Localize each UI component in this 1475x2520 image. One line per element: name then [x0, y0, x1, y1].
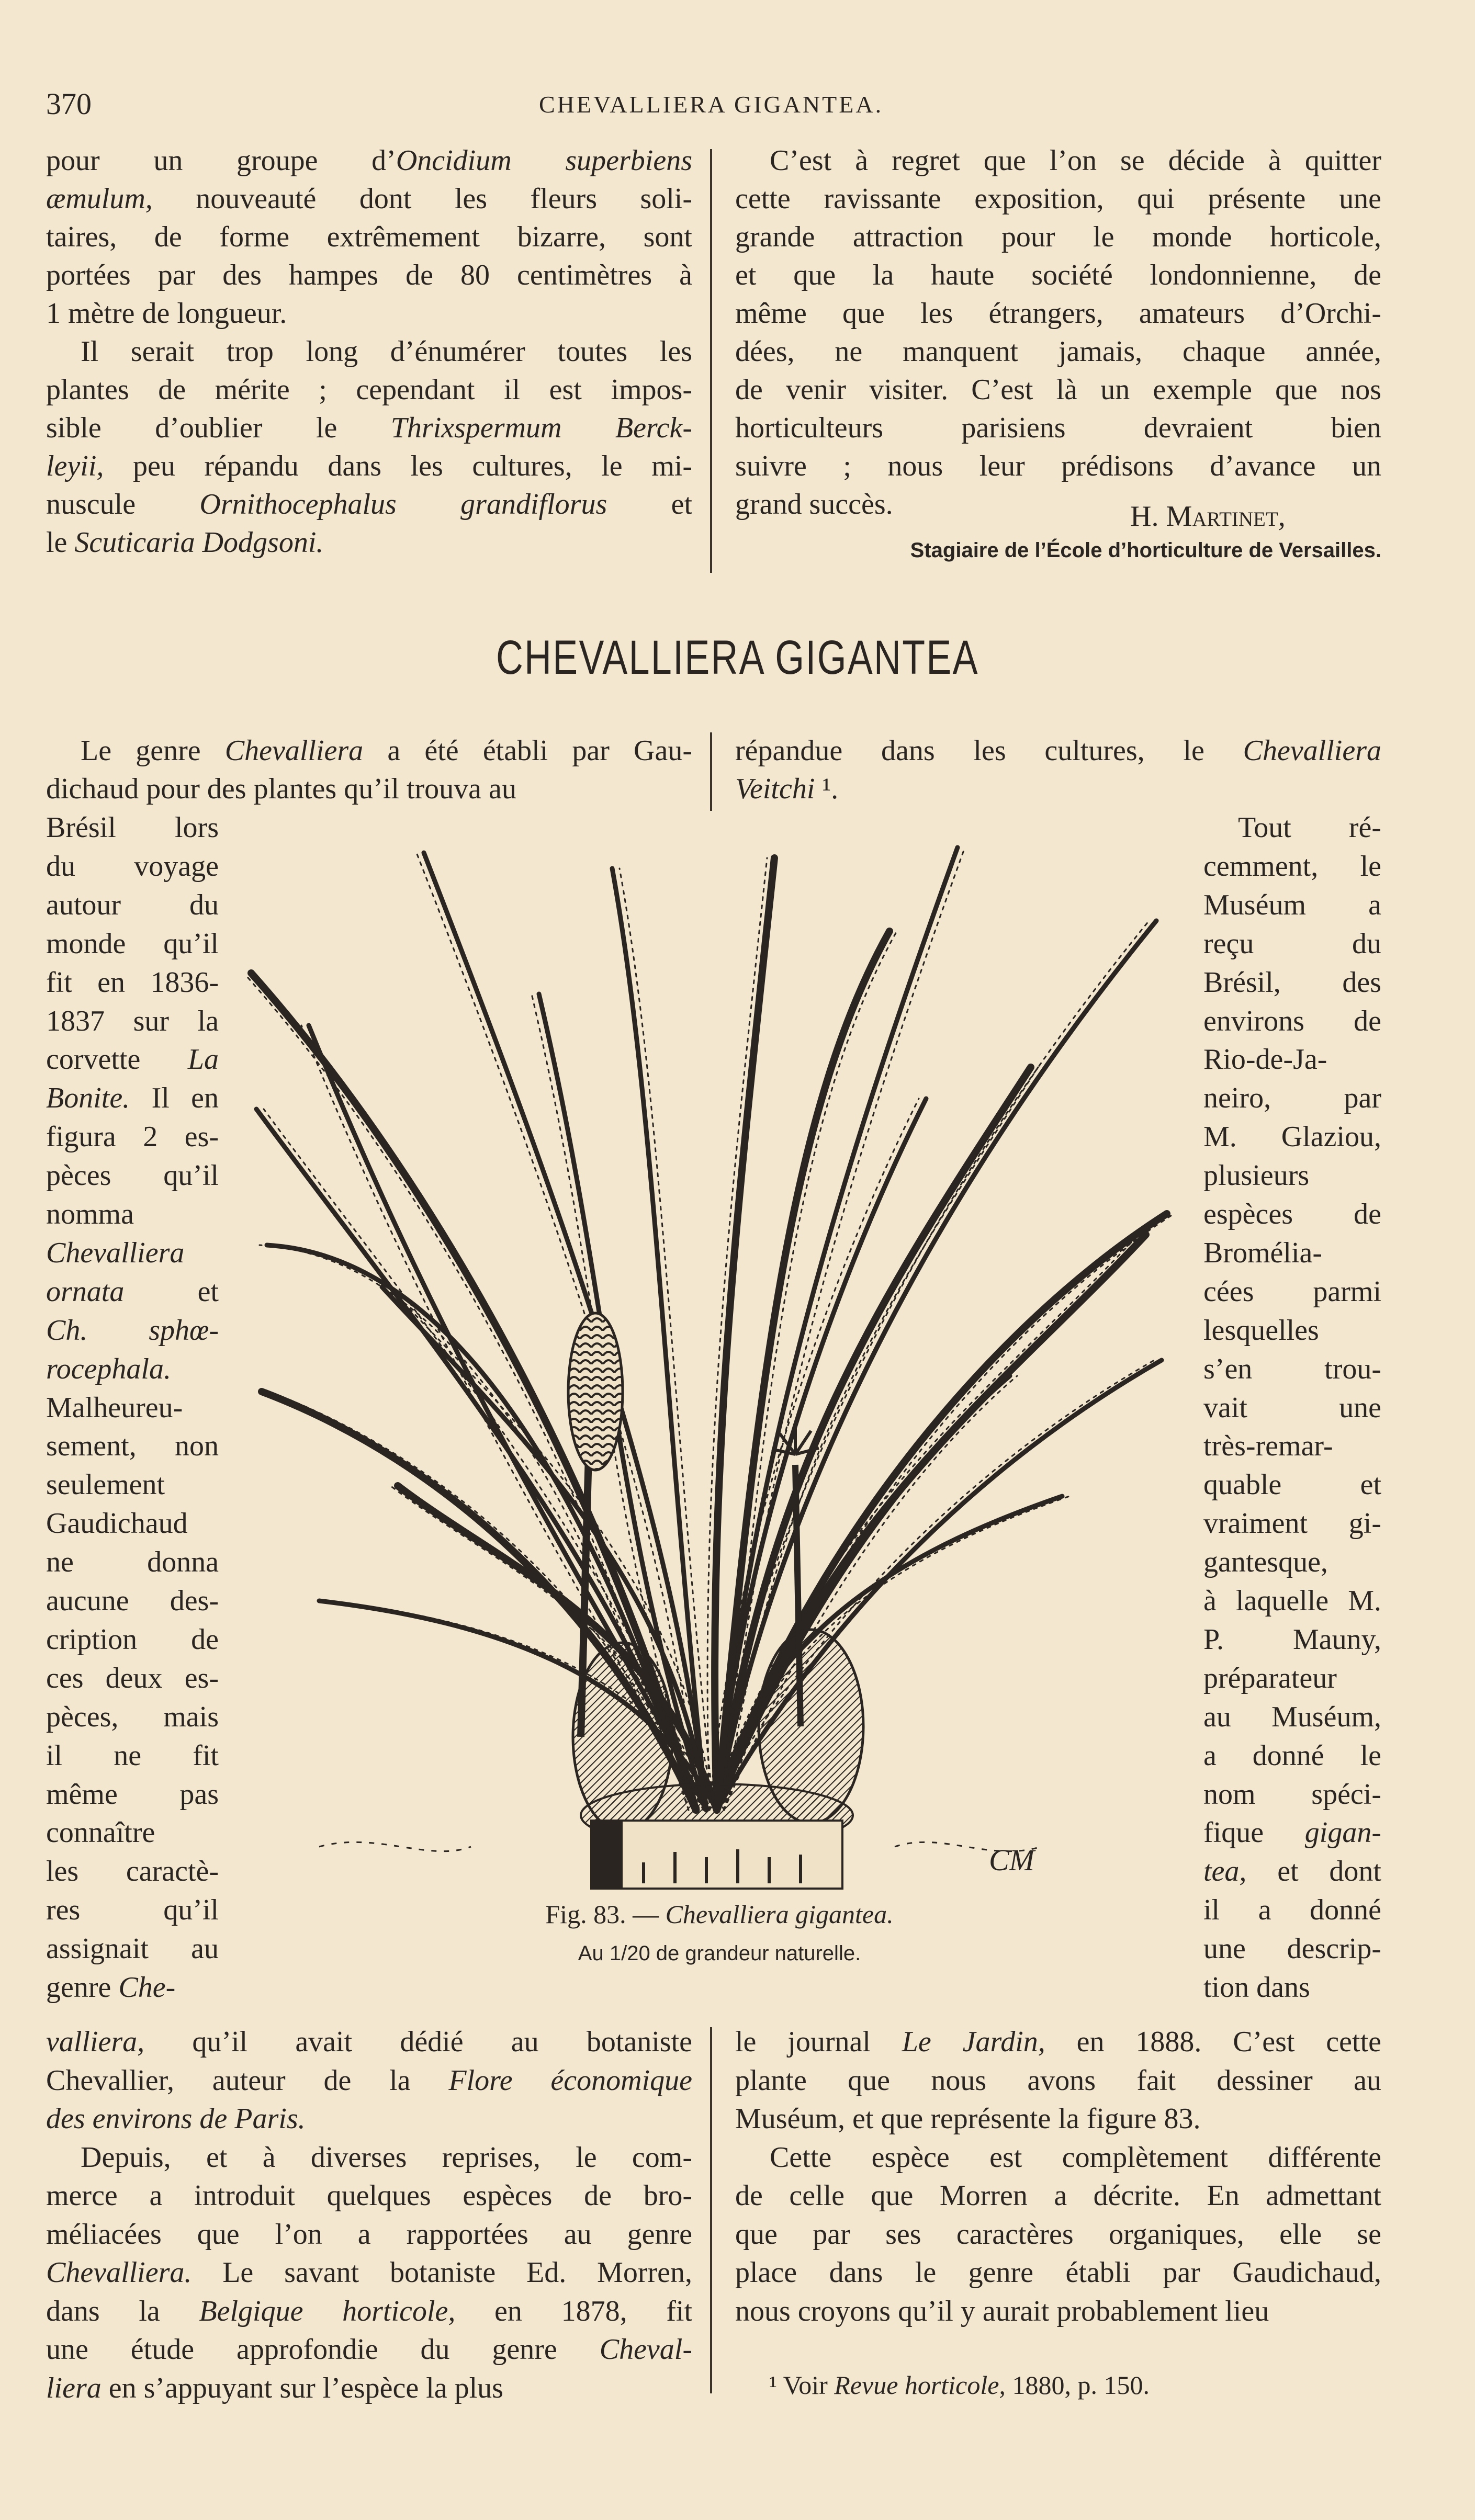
text-run: nouveauté dont les fleurs soli-: [152, 183, 692, 215]
text-line: [1203, 1581, 1381, 1620]
text-run: Broméliа-: [1203, 1236, 1323, 1269]
text-line: [46, 523, 692, 562]
text-run: ¹.: [815, 773, 839, 805]
text-run: seulement: [46, 1468, 165, 1501]
text-line: [46, 1040, 219, 1079]
text-run: gigan-: [1304, 1816, 1381, 1849]
text-run: ¹ Voir: [769, 2370, 835, 2400]
text-line: [46, 2099, 692, 2138]
text-line: [1203, 1852, 1381, 1891]
text-run: en 1888. C’est cette: [1045, 2026, 1381, 2058]
text-line: [81, 2138, 692, 2177]
text-line: [735, 2176, 1381, 2215]
text-run: préparateur: [1203, 1662, 1337, 1694]
text-run: figura 2 es-: [46, 1121, 219, 1154]
text-run: Ch. sphœ-: [46, 1314, 219, 1347]
text-run: 1880, p. 150.: [1005, 2370, 1150, 2400]
text-line: [46, 2022, 692, 2061]
text-run: dées, ne manquent jamais, chaque année,: [735, 335, 1381, 368]
text-run: lesquelles: [1203, 1314, 1319, 1347]
text-line: [46, 2369, 692, 2408]
text-line: [46, 1079, 219, 1117]
column-divider-top: [710, 149, 712, 573]
text-run: Revue horticole,: [834, 2370, 1006, 2400]
text-line: [46, 847, 219, 886]
text-line: [735, 447, 1381, 485]
column-divider-bottom: [710, 2027, 712, 2393]
text-line: [1203, 1272, 1381, 1311]
text-run: suivre ; nous leur prédisons d’avance un: [735, 450, 1381, 482]
text-line: [1203, 847, 1381, 886]
text-run: tea,: [1203, 1855, 1247, 1888]
text-run: Thrixspermum Berck-: [390, 412, 692, 444]
text-line: [46, 1659, 219, 1698]
text-line: [735, 2292, 1381, 2331]
signature-affiliation: Stagiaire de l’École d’horticulture de Versailles.: [910, 539, 1381, 562]
text-line: [46, 924, 219, 963]
text-line: [46, 1388, 219, 1427]
text-line: [1203, 1040, 1381, 1079]
text-line: [46, 1156, 219, 1195]
text-run: de venir visiter. C’est là un exemple que nos: [735, 374, 1381, 406]
text-line: [46, 1234, 219, 1272]
text-run: dans la: [46, 2295, 199, 2327]
text-run: s’en trou-: [1203, 1352, 1381, 1385]
text-line: [735, 2253, 1381, 2292]
text-run: assignait au: [46, 1933, 219, 1965]
article-title: CHEVALLIERA GIGANTEA: [496, 631, 979, 684]
text-run: M. Glaziou,: [1203, 1121, 1381, 1154]
text-line: [1203, 1775, 1381, 1814]
text-run: au Muséum,: [1203, 1700, 1381, 1733]
text-run: vraiment gi-: [1203, 1507, 1381, 1540]
text-run: liera: [46, 2371, 102, 2404]
text-run: Oncidium superbiens: [396, 144, 692, 177]
text-line: [1203, 1659, 1381, 1698]
text-line: [46, 886, 219, 924]
text-run: valliera,: [46, 2026, 145, 2058]
text-line: [1203, 1079, 1381, 1117]
text-line: [1203, 1813, 1381, 1852]
text-run: connaître: [46, 1816, 155, 1849]
text-line: [735, 2215, 1381, 2254]
text-line: [735, 770, 1381, 808]
text-run: grand succès.: [735, 488, 893, 521]
text-line: [46, 1775, 219, 1814]
text-run: environs de: [1203, 1004, 1381, 1037]
text-run: Le Jardin,: [902, 2026, 1045, 2058]
text-line: [46, 2215, 692, 2254]
text-run: taires, de forme extrêmement bizarre, sont: [46, 221, 692, 253]
figure-caption: Fig. 83. — Chevalliera gigantea.: [545, 1900, 894, 1929]
text-run: Cheval-: [599, 2333, 692, 2366]
text-line: [1203, 1195, 1381, 1234]
text-run: place dans le genre établi par Gaudichaud,: [735, 2256, 1381, 2289]
text-line: [46, 1195, 219, 1234]
text-run: Cette espèce est complètement différente: [770, 2141, 1381, 2174]
text-run: Brésil lors: [46, 811, 219, 844]
text-run: qu’il avait dédié au botaniste: [144, 2026, 692, 2058]
text-run: que par ses caractères organiques, elle se: [735, 2218, 1381, 2251]
text-run: méliacées que l’on a rapportées au genre: [46, 2218, 692, 2251]
text-run: gantesque,: [1203, 1546, 1328, 1579]
text-line: [46, 808, 219, 847]
text-line: [46, 1620, 219, 1659]
text-run: sible d’oublier le: [46, 412, 391, 444]
text-line: [735, 332, 1381, 371]
text-run: cette ravissante exposition, qui présente une: [735, 183, 1381, 215]
text-run: espèces de: [1203, 1198, 1381, 1230]
text-run: Malheureu-: [46, 1391, 183, 1424]
text-run: Le genre: [81, 734, 225, 767]
text-run: vait une: [1203, 1391, 1381, 1424]
text-run: La: [187, 1043, 219, 1076]
signature-name: H. Martinet,: [1130, 500, 1286, 533]
page-number: 370: [46, 87, 92, 121]
text-run: P. Mauny,: [1203, 1623, 1381, 1656]
text-run: Veitchi: [735, 773, 815, 805]
text-line: [1203, 924, 1381, 963]
text-run: en s’appuyant sur l’espèce la plus: [101, 2371, 503, 2404]
text-line: [46, 1929, 219, 1968]
text-line: [81, 731, 692, 770]
text-run: a été établi par Gau-: [363, 734, 693, 767]
text-run: reçu du: [1203, 927, 1381, 960]
text-line: [46, 447, 692, 485]
text-line: [1203, 1388, 1381, 1427]
text-run: Che-: [118, 1971, 176, 2004]
text-run: Muséum, et que représente la figure 83.: [735, 2103, 1201, 2135]
text-run: 1837 sur la: [46, 1004, 219, 1037]
text-run: rocephala.: [46, 1352, 171, 1385]
text-line: [1203, 1311, 1381, 1350]
text-line: [1203, 1891, 1381, 1929]
text-run: pour un groupe d’: [46, 144, 396, 177]
text-line: [46, 370, 692, 409]
text-run: répandue dans les cultures, le: [735, 734, 1243, 767]
text-line: [46, 1117, 219, 1156]
text-run: Il en: [130, 1082, 219, 1115]
text-run: autour du: [46, 888, 219, 921]
text-run: nous croyons qu’il y aurait probablement lieu: [735, 2295, 1269, 2327]
text-run: du voyage: [46, 850, 219, 883]
text-line: [1203, 886, 1381, 924]
text-line: [735, 731, 1381, 770]
text-run: des environs de Paris.: [46, 2103, 306, 2135]
text-run: Ornithocephalus grandiflorus: [199, 488, 607, 521]
text-run: res qu’il: [46, 1894, 219, 1927]
text-line: [1203, 1698, 1381, 1736]
text-run: pèces, mais: [46, 1700, 219, 1733]
text-run: et: [124, 1275, 219, 1308]
text-run: Gaudichaud: [46, 1507, 188, 1540]
text-run: et dont: [1246, 1855, 1381, 1888]
text-line: [46, 1002, 219, 1041]
text-run: pèces qu’il: [46, 1159, 219, 1192]
text-line: [46, 1736, 219, 1775]
text-run: il a donné: [1203, 1894, 1381, 1927]
illustrator-monogram: CM: [989, 1843, 1034, 1877]
text-run: plantes de mérite ; cependant il est impos-: [46, 374, 692, 406]
text-line: [46, 1311, 219, 1350]
text-run: les caractè-: [46, 1855, 219, 1888]
text-line: [1238, 808, 1381, 847]
text-line: [1203, 1234, 1381, 1272]
text-run: ne donna: [46, 1546, 219, 1579]
text-line: [46, 1272, 219, 1311]
text-line: [735, 370, 1381, 409]
text-line: [46, 770, 692, 808]
text-line: [46, 141, 692, 180]
text-run: Bonite.: [46, 1082, 130, 1115]
text-run: à laquelle M.: [1203, 1585, 1381, 1617]
text-run: fit en 1836-: [46, 966, 219, 999]
text-line: [46, 963, 219, 1002]
text-line: [81, 332, 692, 371]
text-line: [46, 2253, 692, 2292]
text-line: [46, 256, 692, 295]
text-run: il ne fit: [46, 1739, 219, 1772]
text-line: [46, 2292, 692, 2331]
footnote: [769, 2370, 1150, 2400]
text-run: et que la haute société londonnienne, de: [735, 259, 1381, 291]
figure-subcaption: Au 1/20 de grandeur naturelle.: [578, 1942, 861, 1965]
text-line: [1203, 963, 1381, 1002]
text-run: nom spéci-: [1203, 1778, 1381, 1811]
text-run: neiro, par: [1203, 1082, 1381, 1115]
text-line: [46, 1504, 219, 1543]
text-run: cées parmi: [1203, 1275, 1381, 1308]
text-run: Il serait trop long d’énumérer toutes les: [81, 335, 692, 368]
text-run: Flore économique: [448, 2064, 692, 2097]
text-run: portées par des hampes de 80 centimètres à: [46, 259, 692, 291]
text-line: [1203, 1543, 1381, 1581]
text-line: [46, 1427, 219, 1465]
text-run: nuscule: [46, 488, 200, 521]
text-run: le: [46, 526, 75, 559]
text-run: æmulum,: [46, 183, 153, 215]
text-run: et: [607, 488, 693, 521]
text-run: aucune des-: [46, 1585, 219, 1617]
text-run: Depuis, et à diverses reprises, le com-: [81, 2141, 692, 2174]
text-run: Le savant botaniste Ed. Morren,: [192, 2256, 692, 2289]
text-run: Brésil, des: [1203, 966, 1381, 999]
text-line: [46, 485, 692, 524]
running-title: CHEVALLIERA GIGANTEA.: [539, 91, 884, 118]
text-run: plusieurs: [1203, 1159, 1310, 1192]
text-line: [770, 2138, 1381, 2177]
text-run: très-remar-: [1203, 1430, 1333, 1463]
text-line: [735, 409, 1381, 447]
text-line: [1203, 1427, 1381, 1465]
text-run: Tout ré-: [1238, 811, 1381, 844]
text-line: [46, 2330, 692, 2369]
text-run: une descrip-: [1203, 1933, 1381, 1965]
text-line: [1203, 1117, 1381, 1156]
text-run: Rio-de-Ja-: [1203, 1043, 1327, 1076]
text-run: Chevalliera.: [46, 2256, 192, 2289]
text-line: [1203, 1350, 1381, 1388]
text-line: [1203, 1620, 1381, 1659]
text-line: [46, 1581, 219, 1620]
text-run: C’est à regret que l’on se décide à quitter: [770, 144, 1381, 177]
text-run: leyii,: [46, 450, 104, 482]
text-run: tion dans: [1203, 1971, 1310, 2004]
text-line: [1203, 1465, 1381, 1504]
text-run: même pas: [46, 1778, 219, 1811]
text-line: [735, 2061, 1381, 2100]
text-run: Belgique horticole,: [199, 2295, 456, 2327]
text-run: quable et: [1203, 1468, 1381, 1501]
text-run: Scuticaria Dodgsoni.: [74, 526, 324, 559]
text-line: [1203, 1736, 1381, 1775]
text-run: en 1878, fit: [455, 2295, 693, 2327]
text-run: corvette: [46, 1043, 188, 1076]
text-line: [770, 141, 1381, 180]
text-run: merce a introduit quelques espèces de bro-: [46, 2179, 692, 2212]
text-run: plante que nous avons fait dessiner au: [735, 2064, 1381, 2097]
text-run: Chevallier, auteur de la: [46, 2064, 449, 2097]
text-run: peu répandu dans les cultures, le mi-: [104, 450, 692, 482]
text-run: a donné le: [1203, 1739, 1381, 1772]
text-run: 1 mètre de longueur.: [46, 297, 287, 330]
text-run: cemment, le: [1203, 850, 1381, 883]
text-run: le journal: [735, 2026, 902, 2058]
text-line: [46, 179, 692, 218]
text-line: [46, 1813, 219, 1852]
text-run: même que les étrangers, amateurs d’Orchi-: [735, 297, 1381, 330]
text-line: [1203, 1929, 1381, 1968]
text-line: [46, 294, 692, 333]
text-line: [46, 1698, 219, 1736]
text-run: ces deux es-: [46, 1662, 219, 1694]
text-line: [46, 218, 692, 256]
text-line: [46, 409, 692, 447]
text-line: [46, 1852, 219, 1891]
text-run: ornata: [46, 1275, 125, 1308]
text-run: genre: [46, 1971, 119, 2004]
text-run: monde qu’il: [46, 927, 219, 960]
text-run: fique: [1203, 1816, 1305, 1849]
text-run: Muséum a: [1203, 888, 1381, 921]
text-line: [735, 218, 1381, 256]
text-line: [46, 2176, 692, 2215]
text-run: grande attraction pour le monde horticole,: [735, 221, 1381, 253]
plant-illustration: [246, 837, 1177, 1894]
text-line: [735, 294, 1381, 333]
text-line: [46, 1465, 219, 1504]
text-run: de celle que Morren a décrite. En admettant: [735, 2179, 1381, 2212]
text-run: nomma: [46, 1198, 134, 1230]
text-line: [735, 2022, 1381, 2061]
plant-base: [319, 1784, 1041, 1889]
column-divider-intro: [710, 732, 712, 811]
text-line: [1203, 1504, 1381, 1543]
text-line: [46, 1543, 219, 1581]
text-run: Chevalliera: [224, 734, 364, 767]
text-run: sement, non: [46, 1430, 219, 1463]
text-run: cription de: [46, 1623, 219, 1656]
text-line: [1203, 1002, 1381, 1041]
text-line: [46, 1350, 219, 1388]
text-line: [46, 1968, 219, 2007]
text-line: [1203, 1156, 1381, 1195]
text-line: [735, 2099, 1381, 2138]
text-run: dichaud pour des plantes qu’il trouva au: [46, 773, 516, 805]
text-line: [46, 2061, 692, 2100]
text-run: une étude approfondie du genre: [46, 2333, 600, 2366]
text-run: Chevalliera: [46, 1236, 185, 1269]
text-run: horticulteurs parisiens devraient bien: [735, 412, 1381, 444]
text-run: Chevalliera: [1243, 734, 1381, 767]
text-line: [735, 256, 1381, 295]
text-line: [1203, 1968, 1381, 2007]
text-line: [735, 179, 1381, 218]
text-line: [46, 1891, 219, 1929]
